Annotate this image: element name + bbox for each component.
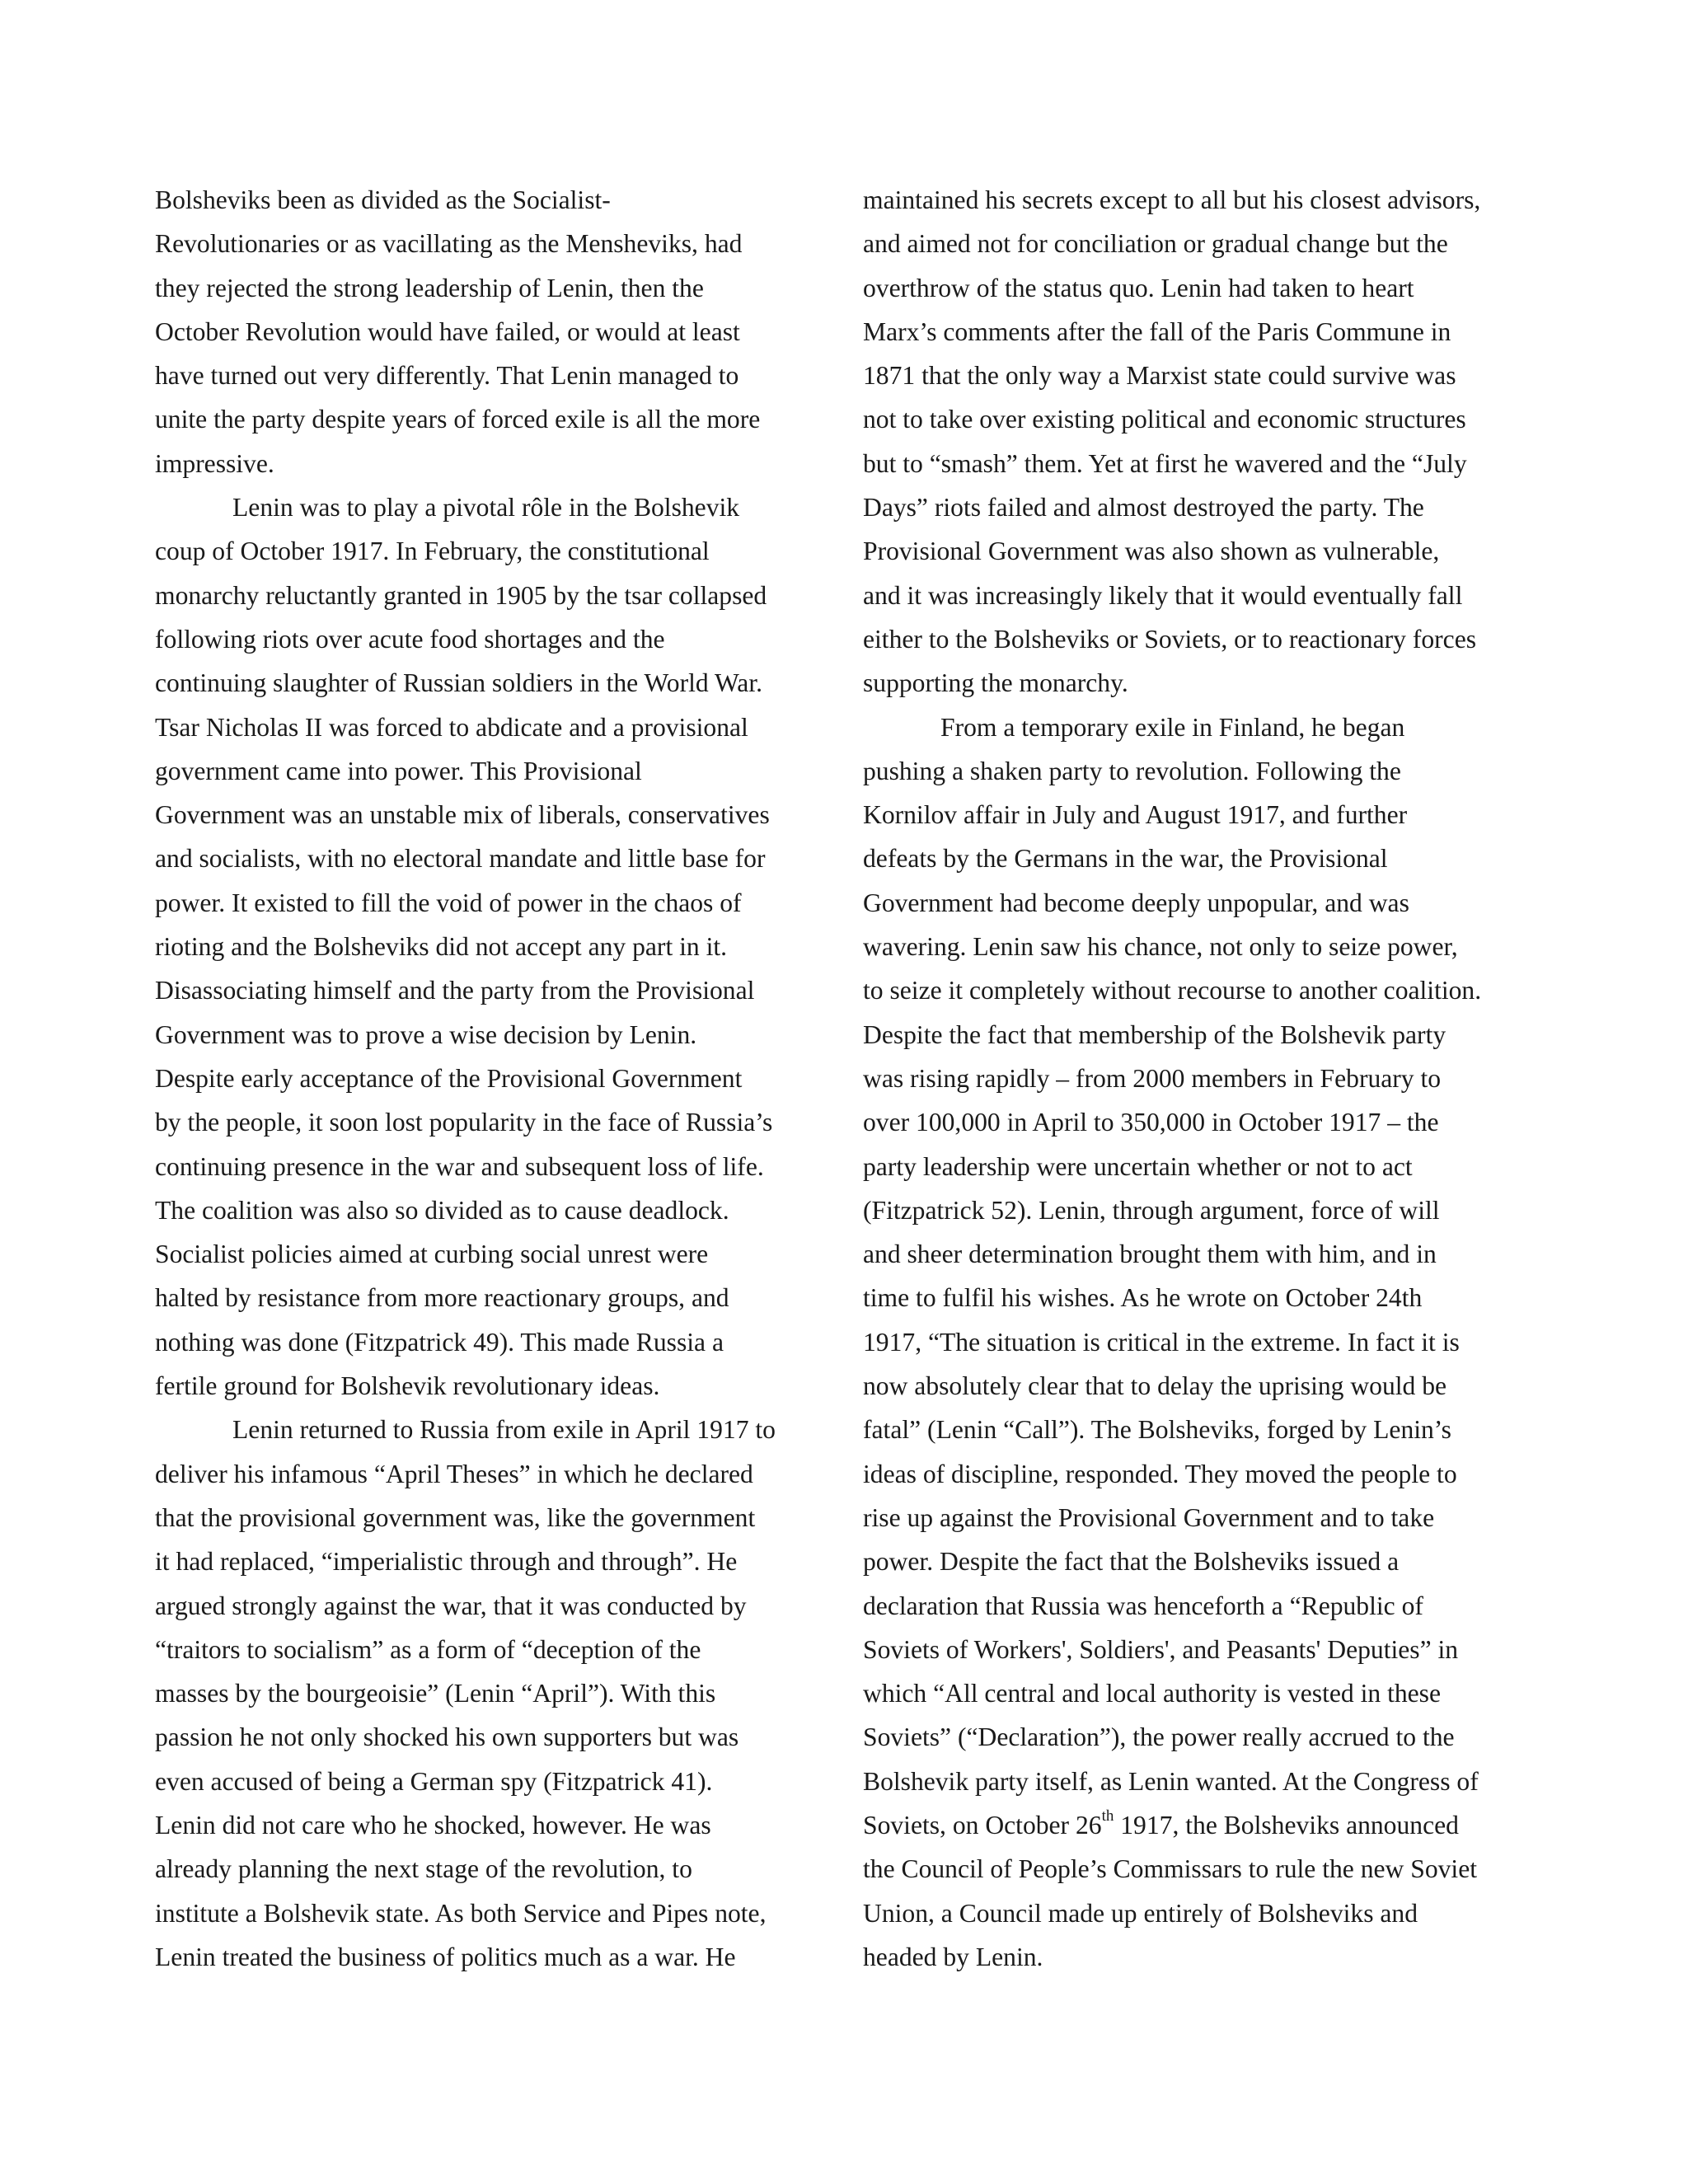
text-line-content: and it was increasingly likely that it would eventually fall <box>863 580 1463 610</box>
text-line-content: fatal” (Lenin “Call”). The Bolsheviks, forged by Lenin’s <box>863 1415 1451 1445</box>
text-line <box>155 266 806 310</box>
text-line <box>863 661 1516 705</box>
text-line-content: Disassociating himself and the party from the Provisional <box>155 976 755 1005</box>
text-line-content: rise up against the Provisional Government and to take <box>863 1502 1435 1532</box>
text-line-content: party leadership were uncertain whether or not to act <box>863 1151 1413 1181</box>
text-line-content: Days” riots failed and almost destroyed the party. The <box>863 493 1424 523</box>
text-line <box>863 1100 1516 1144</box>
text-line-content: nothing was done (Fitzpatrick 49). This made Russia a <box>155 1327 724 1357</box>
text-line <box>155 485 806 529</box>
text-line <box>863 925 1516 968</box>
text-line-content: overthrow of the status quo. Lenin had taken to heart <box>863 273 1414 302</box>
text-line-content: over 100,000 in April to 350,000 in October 1917 – the <box>863 1108 1439 1137</box>
text-line-content: it had replaced, “imperialistic through and through”. He <box>155 1547 738 1577</box>
text-line <box>155 1232 806 1276</box>
text-line <box>863 1803 1516 1847</box>
text-line-content: argued strongly against the war, that it was conducted by <box>155 1591 747 1620</box>
text-line-content: Government was an unstable mix of liberals, conservatives <box>155 800 770 830</box>
text-line-content: continuing slaughter of Russian soldiers in the World War. <box>155 668 762 698</box>
text-line-content: impressive. <box>155 448 274 478</box>
text-line <box>863 1584 1516 1628</box>
text-line <box>863 1057 1516 1100</box>
text-line <box>155 1013 806 1057</box>
text-line <box>863 705 1516 749</box>
text-line-content: but to “smash” them. Yet at first he wavered and the “July <box>863 448 1467 478</box>
text-line-content: the Council of People’s Commissars to rule the new Soviet <box>863 1854 1477 1884</box>
text-line-content: Socialist policies aimed at curbing social unrest were <box>155 1240 709 1269</box>
superscript-ordinal: th <box>1101 1807 1114 1825</box>
text-line <box>155 881 806 925</box>
text-line-content: From a temporary exile in Finland, he began <box>940 712 1405 742</box>
text-line-content: masses by the bourgeoisie” (Lenin “April”). With this <box>155 1679 716 1708</box>
text-line-content: October Revolution would have failed, or would at least <box>155 316 740 346</box>
text-line-content: Despite the fact that membership of the Bolshevik party <box>863 1019 1447 1049</box>
text-line <box>155 925 806 968</box>
text-line <box>863 1628 1516 1671</box>
text-line <box>155 1100 806 1144</box>
right-text-column <box>863 178 1516 1979</box>
text-line <box>863 1671 1516 1715</box>
text-line <box>155 837 806 880</box>
text-line-content: which “All central and local authority is vested in these <box>863 1679 1441 1708</box>
text-line-content: 1917, “The situation is critical in the extreme. In fact it is <box>863 1327 1460 1357</box>
text-line <box>155 1715 806 1759</box>
text-line <box>155 1803 806 1847</box>
text-line-content: by the people, it soon lost popularity in the face of Russia’s <box>155 1108 773 1137</box>
text-line <box>863 1496 1516 1540</box>
text-line-content: deliver his infamous “April Theses” in which he declared <box>155 1459 753 1488</box>
text-line-content: ideas of discipline, responded. They moved the people to <box>863 1459 1457 1488</box>
text-line-content: declaration that Russia was henceforth a “Republic of <box>863 1591 1423 1620</box>
text-line <box>155 354 806 397</box>
text-line-content: Soviets” (“Declaration”), the power really accrued to the <box>863 1722 1455 1752</box>
text-line <box>155 1057 806 1100</box>
text-line <box>155 1671 806 1715</box>
text-line-content: Kornilov affair in July and August 1917, and further <box>863 800 1408 830</box>
text-line <box>155 1628 806 1671</box>
text-line-content: that the provisional government was, like the government <box>155 1502 756 1532</box>
text-line <box>863 574 1516 617</box>
text-line-content: Government had become deeply unpopular, and was <box>863 888 1409 917</box>
text-line <box>155 793 806 837</box>
text-line <box>155 705 806 749</box>
text-line-content: 1871 that the only way a Marxist state could survive was <box>863 361 1456 391</box>
text-line-content: maintained his secrets except to all but his closest advisors, <box>863 185 1481 214</box>
text-line-content: power. Despite the fact that the Bolsheviks issued a <box>863 1547 1400 1577</box>
text-line <box>155 1584 806 1628</box>
text-line-content: Revolutionaries or as vacillating as the Mensheviks, had <box>155 229 743 259</box>
text-line <box>155 1760 806 1803</box>
text-line <box>155 1847 806 1891</box>
text-line <box>155 1145 806 1188</box>
text-line <box>863 968 1516 1012</box>
text-line-content: they rejected the strong leadership of Lenin, then the <box>155 273 704 302</box>
text-line-content: time to fulfil his wishes. As he wrote on October 24th <box>863 1283 1423 1313</box>
text-line <box>863 749 1516 793</box>
text-line-content: to seize it completely without recourse to another coalition. <box>863 976 1482 1005</box>
left-text-column <box>155 178 806 1979</box>
text-line <box>155 1188 806 1232</box>
text-line-content: Lenin returned to Russia from exile in April 1917 to <box>232 1415 776 1445</box>
text-line-content: fertile ground for Bolshevik revolutionary ideas. <box>155 1371 660 1401</box>
text-line-content: halted by resistance from more reactionary groups, and <box>155 1283 729 1313</box>
text-line-content: following riots over acute food shortages and the <box>155 624 665 654</box>
text-line <box>863 1452 1516 1496</box>
text-line <box>863 1364 1516 1408</box>
text-line <box>155 1891 806 1935</box>
text-line <box>155 1935 806 1979</box>
text-line <box>863 1276 1516 1319</box>
text-line <box>155 1320 806 1364</box>
text-line-content: now absolutely clear that to delay the uprising would be <box>863 1371 1447 1401</box>
text-line <box>155 617 806 661</box>
text-line-content: Despite early acceptance of the Provisional Government <box>155 1063 743 1093</box>
text-line <box>155 574 806 617</box>
text-line <box>863 617 1516 661</box>
text-line <box>863 310 1516 354</box>
text-line-content: Lenin treated the business of politics much as a war. He <box>155 1942 736 1971</box>
text-line <box>863 397 1516 441</box>
text-line-content: already planning the next stage of the revolution, to <box>155 1854 692 1884</box>
text-line <box>155 1276 806 1319</box>
text-line-content: rioting and the Bolsheviks did not accept any part in it. <box>155 932 728 962</box>
text-line <box>863 1891 1516 1935</box>
text-line-content: unite the party despite years of forced exile is all the more <box>155 405 761 434</box>
text-line-content: Bolshevik party itself, as Lenin wanted. At the Congress of <box>863 1766 1479 1796</box>
text-line-content: Lenin did not care who he shocked, however. He was <box>155 1810 711 1840</box>
text-line <box>863 1320 1516 1364</box>
text-line <box>863 1145 1516 1188</box>
text-line <box>155 968 806 1012</box>
text-line-continuation: 1917, the Bolsheviks announced <box>1114 1810 1459 1840</box>
text-line <box>155 1452 806 1496</box>
text-line-content: either to the Bolsheviks or Soviets, or to reactionary forces <box>863 624 1477 654</box>
text-line <box>155 1540 806 1583</box>
text-line-content: government came into power. This Provisional <box>155 756 642 785</box>
text-line-content: and aimed not for conciliation or gradual change but the <box>863 229 1448 259</box>
text-line <box>863 1847 1516 1891</box>
text-line <box>863 354 1516 397</box>
text-line <box>863 793 1516 837</box>
text-line <box>155 661 806 705</box>
text-line-content: and sheer determination brought them with him, and in <box>863 1240 1437 1269</box>
text-line <box>863 837 1516 880</box>
text-line-content: power. It existed to fill the void of power in the chaos of <box>155 888 742 917</box>
text-line <box>863 266 1516 310</box>
text-line <box>863 1408 1516 1451</box>
text-line <box>155 1408 806 1451</box>
text-line <box>863 178 1516 222</box>
text-line <box>863 1540 1516 1583</box>
text-line <box>863 881 1516 925</box>
text-line-content: Marx’s comments after the fall of the Paris Commune in <box>863 316 1451 346</box>
text-line-content: institute a Bolshevik state. As both Service and Pipes note, <box>155 1898 767 1928</box>
text-line-content: Provisional Government was also shown as vulnerable, <box>863 537 1440 566</box>
text-line <box>155 397 806 441</box>
text-line <box>863 1760 1516 1803</box>
text-line-content: pushing a shaken party to revolution. Following the <box>863 756 1401 785</box>
text-line-content: coup of October 1917. In February, the constitutional <box>155 537 710 566</box>
text-line-content: Lenin was to play a pivotal rôle in the Bolshevik <box>232 493 740 523</box>
text-line-content: even accused of being a German spy (Fitzpatrick 41). <box>155 1766 713 1796</box>
text-line-content: Soviets, on October 26 <box>863 1810 1102 1840</box>
text-line-content: headed by Lenin. <box>863 1942 1043 1971</box>
text-line-content: wavering. Lenin saw his chance, not only to seize power, <box>863 932 1458 962</box>
text-line <box>155 1364 806 1408</box>
text-line-content: Government was to prove a wise decision by Lenin. <box>155 1019 697 1049</box>
text-line-content: Soviets of Workers', Soldiers', and Peasants' Deputies” in <box>863 1634 1459 1664</box>
text-line-content: (Fitzpatrick 52). Lenin, through argument, force of will <box>863 1195 1440 1225</box>
text-line <box>863 1232 1516 1276</box>
text-line <box>155 222 806 265</box>
text-line-content: have turned out very differently. That Lenin managed to <box>155 361 739 391</box>
text-line <box>155 310 806 354</box>
text-line-content: not to take over existing political and economic structures <box>863 405 1466 434</box>
text-line <box>863 1715 1516 1759</box>
text-line <box>863 529 1516 573</box>
text-line <box>155 178 806 222</box>
text-line-content: The coalition was also so divided as to cause deadlock. <box>155 1195 729 1225</box>
text-line <box>155 749 806 793</box>
text-line <box>863 442 1516 485</box>
text-line <box>863 1935 1516 1979</box>
text-line-content: defeats by the Germans in the war, the Provisional <box>863 844 1388 874</box>
text-line-content: Tsar Nicholas II was forced to abdicate and a provisional <box>155 712 748 742</box>
text-line <box>863 1188 1516 1232</box>
text-line <box>155 442 806 485</box>
text-line <box>863 485 1516 529</box>
text-line-content: and socialists, with no electoral mandate and little base for <box>155 844 766 874</box>
text-line-content: Union, a Council made up entirely of Bolsheviks and <box>863 1898 1418 1928</box>
text-line <box>155 529 806 573</box>
text-line <box>155 1496 806 1540</box>
text-line-content: Bolsheviks been as divided as the Socialist- <box>155 185 611 214</box>
text-line-content: continuing presence in the war and subsequent loss of life. <box>155 1151 764 1181</box>
text-line <box>863 1013 1516 1057</box>
text-line-content: was rising rapidly – from 2000 members in February to <box>863 1063 1442 1093</box>
text-line-content: monarchy reluctantly granted in 1905 by the tsar collapsed <box>155 580 767 610</box>
text-line-content: passion he not only shocked his own supporters but was <box>155 1722 739 1752</box>
text-line-content: supporting the monarchy. <box>863 668 1128 698</box>
text-line-content: “traitors to socialism” as a form of “deception of the <box>155 1634 701 1664</box>
text-line <box>863 222 1516 265</box>
